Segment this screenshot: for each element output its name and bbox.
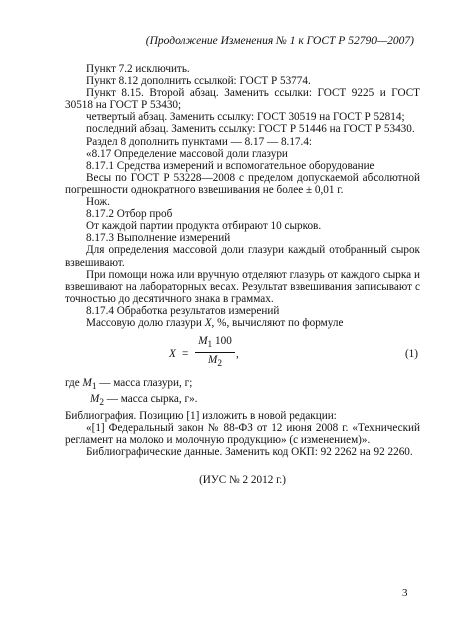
heading-8-17-4: 8.17.4 Обработка результатов измерений	[86, 304, 280, 317]
formula-denominator: $M_2$	[208, 354, 222, 370]
heading-8-17-1: 8.17.1 Средства измерений и вспомогательное оборудование	[86, 159, 375, 172]
para-scales: Весы по ГОСТ Р 53228—2008 с пределом допускаемой абсолютной погрешности однократного взвешивания не более ± 0,01 г.	[65, 171, 420, 196]
formula-number: (1)	[404, 348, 418, 361]
para-8-12: Пункт 8.12 дополнить ссылкой: ГОСТ Р 53774.	[86, 75, 311, 88]
heading-8-17-2: 8.17.2 Отбор проб	[86, 208, 173, 221]
formula-numerator: $M_1$ 100	[195, 335, 235, 353]
para-separation: При помощи ножа или вручную отделяют глазурь от каждого сырка и взвешивают на лабораторных весах. Результат взвешивания записывают с точностью до десятичного знака в граммах.	[65, 268, 420, 305]
formula-1	[65, 333, 420, 375]
para-7-2: Пункт 7.2 исключить.	[86, 63, 190, 75]
formula-lhs: X	[169, 348, 176, 361]
para-okp-code: Библиографические данные. Заменить код ОКП: 92 2262 на 92 2260.	[86, 446, 413, 458]
para-section-8: Раздел 8 дополнить пунктами — 8.17 — 8.17.4:	[86, 135, 313, 148]
where-m2: $M_2$ — масса сырка, г».	[90, 393, 198, 409]
para-federal-law: «[1] Федеральный закон № 88-ФЗ от 12 июня 2008 г. «Технический регламент на молоко и молочную продукцию» (с изменением)».	[65, 421, 420, 446]
para-weighing: Для определения массовой доли глазури каждый отобранный сырок взвешивают.	[65, 244, 420, 269]
formula-equals: =	[182, 348, 189, 361]
formula-comma: ,	[236, 348, 239, 361]
formula-fraction	[195, 335, 235, 371]
para-fourth: четвертый абзац. Заменить ссылку: ГОСТ 30519 на ГОСТ Р 52814;	[86, 111, 405, 124]
where-m1: где $M_1$ — масса глазури, г;	[65, 377, 193, 393]
heading-8-17: «8.17 Определение массовой доли глазури	[86, 147, 288, 160]
para-8-15: Пункт 8.15. Второй абзац. Заменить ссылки: ГОСТ 9225 и ГОСТ 30518 на ГОСТ Р 53430;	[65, 87, 420, 112]
para-bibliography: Библиография. Позицию [1] изложить в новой редакции:	[65, 409, 337, 422]
para-knife: Нож.	[86, 196, 110, 209]
heading-8-17-3: 8.17.3 Выполнение измерений	[86, 232, 231, 245]
para-formula-intro: Массовую долю глазури X, %, вычисляют по формуле	[86, 316, 344, 329]
ius-reference: (ИУС № 2 2012 г.)	[199, 474, 286, 487]
running-header: (Продолжение Изменения № 1 к ГОСТ Р 52790—2007)	[145, 35, 414, 47]
para-last: последний абзац. Заменить ссылку: ГОСТ Р 51446 на ГОСТ Р 53430.	[86, 123, 415, 136]
page-number: 3	[402, 587, 408, 599]
document-body	[65, 63, 420, 486]
para-sampling: От каждой партии продукта отбирают 10 сырков.	[86, 220, 322, 233]
